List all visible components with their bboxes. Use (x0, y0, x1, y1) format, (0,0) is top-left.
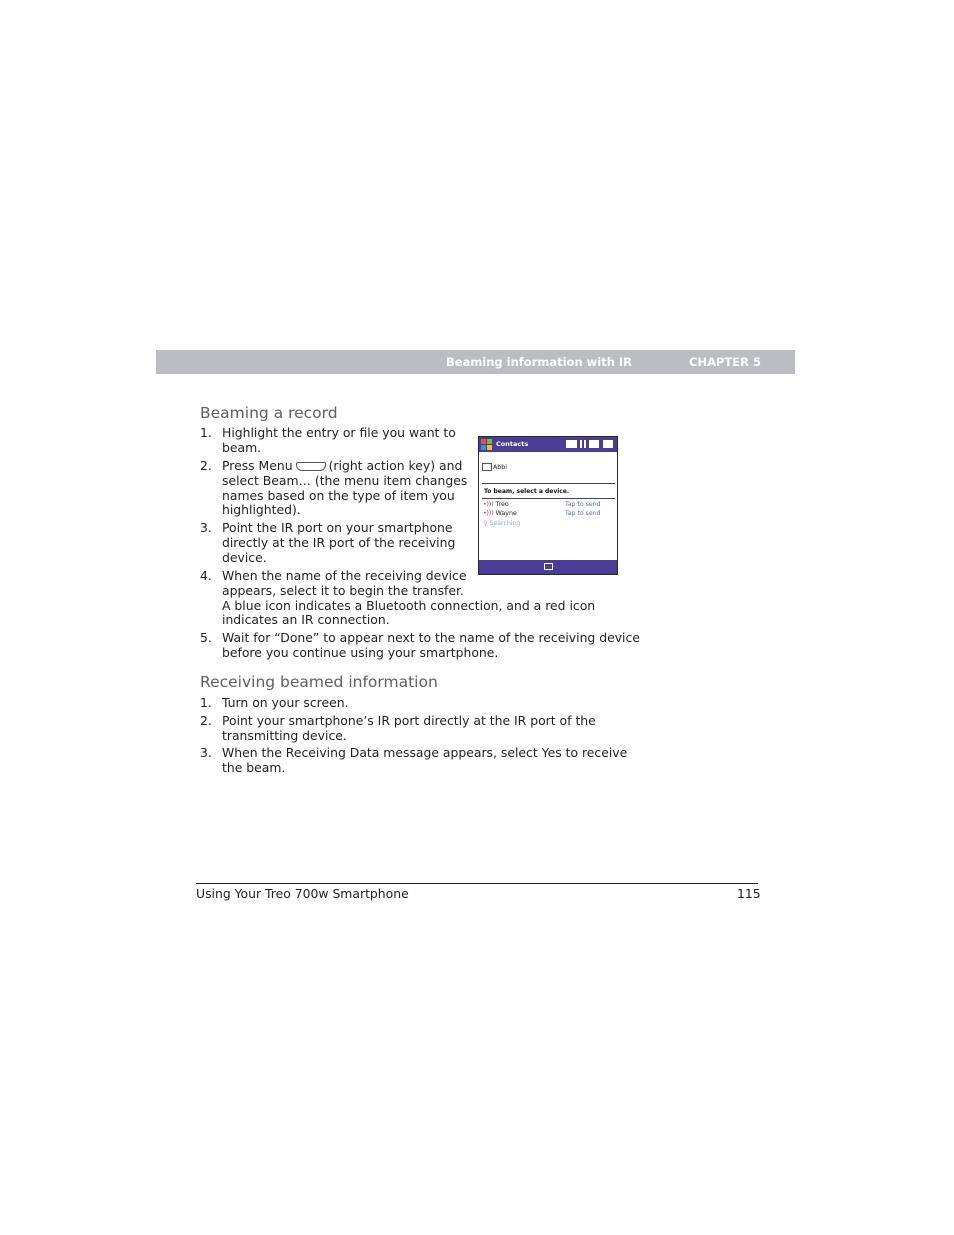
page-number: 115 (737, 886, 761, 901)
step-text: Turn on your screen. (222, 695, 349, 710)
step-text: beam. (222, 439, 262, 455)
ir-signal-icon: •))) (483, 501, 494, 508)
contact-name: Abbi (493, 464, 508, 471)
menu-key-icon (296, 462, 326, 471)
step-number: 5. (200, 630, 212, 645)
beam-prompt: To beam, select a device. (484, 488, 570, 495)
status-icons (566, 440, 614, 449)
searching-label: Searching (489, 520, 521, 527)
phone-app-title: Contacts (496, 440, 529, 448)
step-text: Wait for “Done” to appear next to the name of the receiving device (222, 630, 640, 645)
step-text: Point your smartphone’s IR port directly at the IR port of the (222, 713, 596, 728)
searching-status (483, 520, 520, 527)
step-number: 1. (200, 695, 212, 710)
divider (482, 498, 615, 499)
receiving-heading: Receiving beamed information (200, 673, 438, 691)
footer-title: Using Your Treo 700w Smartphone (196, 886, 409, 901)
beaming-heading: Beaming a record (200, 404, 338, 422)
step-text: indicates an IR connection. (222, 612, 390, 628)
tap-to-send-link[interactable]: Tap to send (565, 501, 601, 508)
step-text: the beam. (222, 759, 286, 775)
contact-entry[interactable] (482, 463, 507, 471)
step-text: Press Menu (222, 458, 293, 473)
search-icon: ⚲ (483, 520, 488, 527)
tap-to-send-link[interactable]: Tap to send (565, 510, 601, 517)
step-number: 2. (200, 713, 212, 728)
step-text: appears, select it to begin the transfer. (222, 582, 464, 598)
device-name: Wayne (495, 510, 517, 517)
step-text: transmitting device. (222, 727, 347, 743)
step-text: before you continue using your smartphone. (222, 644, 499, 660)
step-text: directly at the IR port of the receiving (222, 534, 456, 550)
step-number: 2. (200, 458, 212, 473)
step-text: When the Receiving Data message appears, select Yes to receive (222, 745, 628, 760)
step-number: 3. (200, 745, 212, 760)
step-number: 1. (200, 425, 212, 440)
step-text: A blue icon indicates a Bluetooth connection, and a red icon (222, 597, 596, 613)
step-number: 3. (200, 520, 212, 535)
step-text: highlighted). (222, 502, 301, 518)
windows-start-icon (481, 439, 492, 450)
device-item-treo[interactable] (483, 501, 509, 508)
step-text: device. (222, 549, 267, 565)
ir-signal-icon: •))) (483, 510, 494, 517)
header-chapter-label: CHAPTER 5 (689, 355, 761, 369)
step-text: Highlight the entry or file you want to (222, 425, 456, 440)
header-section-title: Beaming information with IR (446, 355, 633, 369)
contact-card-icon (482, 463, 492, 471)
device-name: Treo (495, 501, 509, 508)
step-text: select Beam… (the menu item changes (222, 472, 468, 488)
step-number: 4. (200, 568, 212, 583)
step-text: When the name of the receiving device (222, 568, 467, 583)
phone-screenshot (478, 436, 618, 575)
phone-menu-bar (479, 560, 617, 574)
footer-rule (196, 883, 758, 884)
divider (482, 483, 615, 484)
keyboard-icon[interactable] (544, 563, 553, 570)
device-item-wayne[interactable] (483, 510, 517, 517)
step-text: (right action key) and (328, 458, 463, 473)
step-text: Point the IR port on your smartphone (222, 520, 453, 535)
step-text: names based on the type of item you (222, 487, 455, 503)
phone-title-bar (479, 437, 617, 452)
